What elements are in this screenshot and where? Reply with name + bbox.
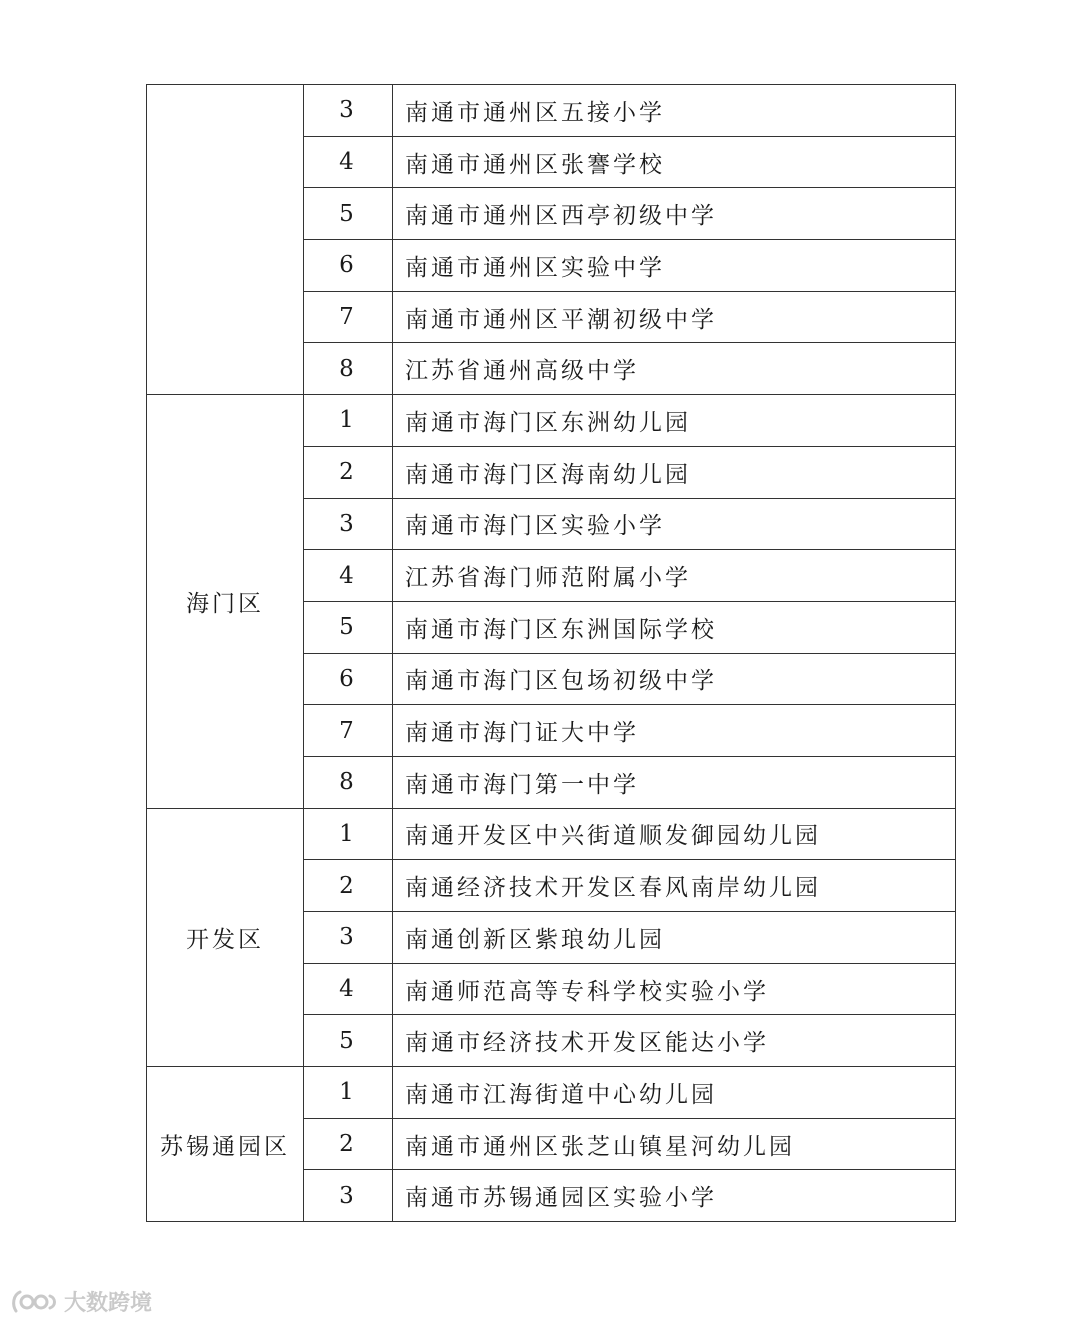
row-number: 2 <box>304 1118 393 1170</box>
school-list-table <box>146 84 956 1222</box>
table-row <box>147 1067 956 1119</box>
row-number: 8 <box>304 756 393 808</box>
row-number: 7 <box>304 705 393 757</box>
school-name: 南通市海门证大中学 <box>393 705 956 757</box>
row-number: 2 <box>304 860 393 912</box>
row-number: 1 <box>304 808 393 860</box>
school-name: 南通市海门区东洲国际学校 <box>393 601 956 653</box>
row-number: 7 <box>304 291 393 343</box>
district-cell: 海门区 <box>147 395 304 809</box>
table-body <box>147 85 956 1222</box>
school-name: 南通市苏锡通园区实验小学 <box>393 1170 956 1222</box>
district-cell <box>147 85 304 395</box>
school-name: 南通市经济技术开发区能达小学 <box>393 1015 956 1067</box>
school-name: 南通市海门区东洲幼儿园 <box>393 395 956 447</box>
row-number: 8 <box>304 343 393 395</box>
school-name: 南通市通州区西亭初级中学 <box>393 188 956 240</box>
district-cell: 苏锡通园区 <box>147 1067 304 1222</box>
watermark-text: 大数跨境 <box>64 1291 153 1316</box>
row-number: 2 <box>304 446 393 498</box>
school-name: 江苏省通州高级中学 <box>393 343 956 395</box>
row-number: 5 <box>304 1015 393 1067</box>
row-number: 3 <box>304 85 393 137</box>
school-name: 南通市通州区张謇学校 <box>393 136 956 188</box>
row-number: 1 <box>304 1067 393 1119</box>
school-name: 南通市通州区平潮初级中学 <box>393 291 956 343</box>
school-name: 南通师范高等专科学校实验小学 <box>393 963 956 1015</box>
row-number: 3 <box>304 912 393 964</box>
school-name: 南通市通州区实验中学 <box>393 240 956 292</box>
district-cell: 开发区 <box>147 808 304 1066</box>
table-row <box>147 395 956 447</box>
row-number: 4 <box>304 136 393 188</box>
school-name: 南通经济技术开发区春风南岸幼儿园 <box>393 860 956 912</box>
row-number: 4 <box>304 963 393 1015</box>
row-number: 5 <box>304 601 393 653</box>
school-name: 南通市海门区包场初级中学 <box>393 653 956 705</box>
school-name: 南通市海门区实验小学 <box>393 498 956 550</box>
row-number: 5 <box>304 188 393 240</box>
watermark <box>10 1286 152 1317</box>
row-number: 6 <box>304 653 393 705</box>
table-row <box>147 808 956 860</box>
row-number: 3 <box>304 1170 393 1222</box>
school-name: 南通市海门第一中学 <box>393 756 956 808</box>
school-name: 南通创新区紫琅幼儿园 <box>393 912 956 964</box>
school-name: 南通市通州区五接小学 <box>393 85 956 137</box>
school-name: 南通市海门区海南幼儿园 <box>393 446 956 498</box>
school-name: 南通市江海街道中心幼儿园 <box>393 1067 956 1119</box>
table-row <box>147 85 956 137</box>
row-number: 4 <box>304 550 393 602</box>
school-name: 南通开发区中兴街道顺发御园幼儿园 <box>393 808 956 860</box>
school-name: 南通市通州区张芝山镇星河幼儿园 <box>393 1118 956 1170</box>
brand-logo-icon <box>10 1287 60 1317</box>
row-number: 3 <box>304 498 393 550</box>
row-number: 6 <box>304 240 393 292</box>
row-number: 1 <box>304 395 393 447</box>
school-name: 江苏省海门师范附属小学 <box>393 550 956 602</box>
